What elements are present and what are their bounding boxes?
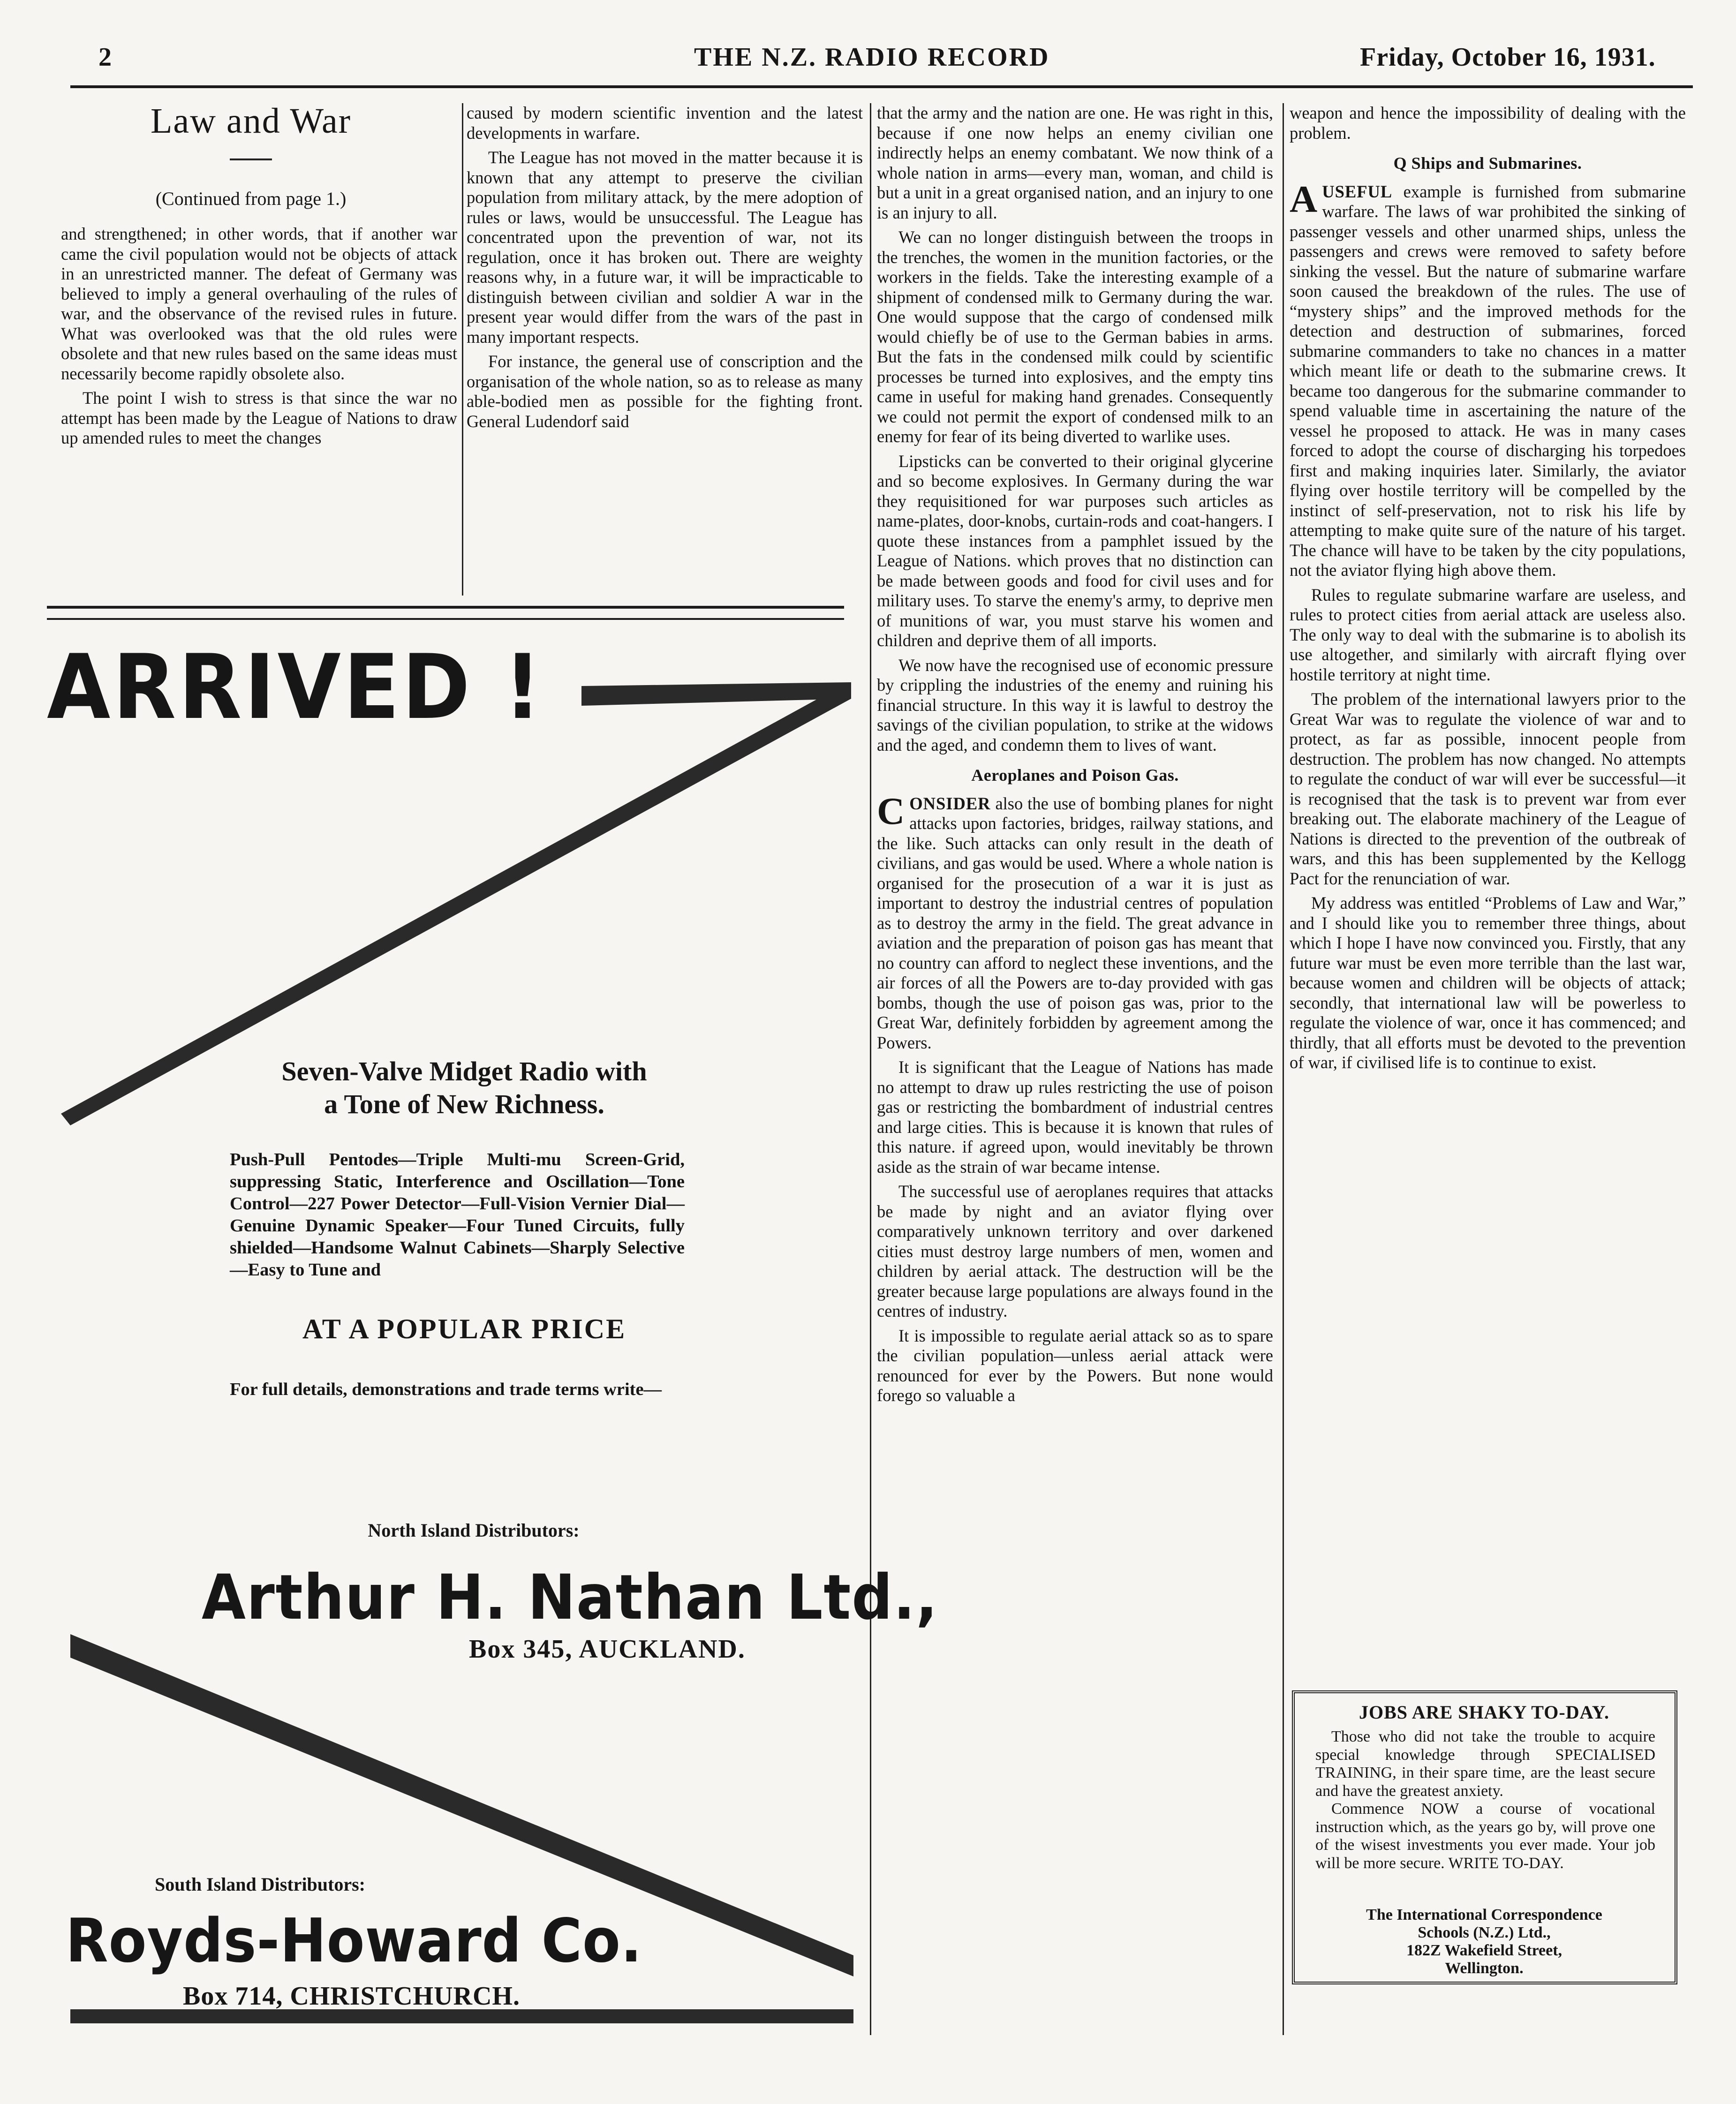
paragraph: weapon and hence the impossibility of dealing with the problem. [1290, 103, 1686, 143]
continued-note: (Continued from page 1.) [155, 188, 347, 209]
ad-north-label: North Island Distributors: [368, 1520, 580, 1541]
ad-details: For full details, demonstrations and trade terms write— [230, 1380, 662, 1399]
lead-in-caps: USEFUL [1322, 181, 1393, 201]
ad-bottom-bar [70, 2009, 853, 2023]
ad-subhead-line: a Tone of New Richness. [324, 1089, 604, 1119]
ics-ad-signature [1306, 1906, 1662, 1977]
article-title: Law and War [150, 101, 352, 141]
section-heading-aeroplanes: Aeroplanes and Poison Gas. [971, 766, 1179, 784]
paragraph: For instance, the general use of conscription and the organisation of the whole nation, so as to release as many able-bodied men as possible for the fighting front. General Ludendorf said [467, 352, 863, 431]
section-heading-q-ships: Q Ships and Submarines. [1393, 154, 1582, 173]
paragraph: We can no longer distinguish between the troops in the trenches, the women in the munition factories, or the workers in the fields. Take the interesting example of a shipment of condensed milk to Germany during the war. One would suppose that the cargo of condensed milk would chiefly be of use to the German babies in arms. But the fats in the condensed milk could by scientific processes be turned into explosives, and the empty tins came in useful for making hand grenades. Consequently we could not permit the export of condensed milk to an enemy for fear of its being diverted to warlike uses. [877, 227, 1273, 446]
signature-line: The International Correspondence [1366, 1906, 1602, 1923]
paragraph: caused by modern scientific invention and the latest developments in warfare. [467, 103, 863, 143]
page-number: 2 [98, 43, 112, 72]
drop-cap: A [1290, 177, 1318, 220]
paragraph: It is significant that the League of Nations has made no attempt to draw up rules restricting the use of poison gas or restricting the bombardment of industrial centres and large cities. This is because it is known that rules of this nature. if agreed upon, would inevitably be thrown aside as the strain of war became intense. [877, 1057, 1273, 1176]
ics-ad-title: JOBS ARE SHAKY TO-DAY. [1359, 1702, 1610, 1723]
ad-bolt-top [581, 682, 851, 706]
paragraph: The successful use of aeroplanes requires that attacks be made by night and an aviator flying over comparatively unknown territory and over darkened cities must destroy large numbers of men, women and children by aerial attack. The destruction will be the greater because large populations are always found in the centres of industry. [877, 1182, 1273, 1320]
ad-price-line: AT A POPULAR PRICE [302, 1313, 626, 1344]
paragraph: and strengthened; in other words, that if another war came the civil population would not be objects of attack in an unrestricted manner. The defeat of Germany was believed to imply a general overhauling of the rules of war, and the observance of the revised rules in future. What was overlooked was that the old rules were obsolete and that new rules based on the same ideas must necessarily become rapidly obsolete also. [61, 224, 457, 383]
paragraph: Rules to regulate submarine warfare are useless, and rules to protect cities from aerial attack are useless also. The only way to deal with the submarine is to abolish its use altogether, and similarly with aircraft flying over hostile territory at night time. [1290, 585, 1686, 684]
drop-cap: C [877, 789, 905, 832]
lead-in-caps: ONSIDER [909, 793, 991, 813]
ad-south-distributor: Royds-Howard Co. [66, 1906, 642, 1976]
paragraph: that the army and the nation are one. He was right in this, because if one now helps an enemy civilian one indirectly helps an enemy combatant. We now think of a whole nation in arms—every man, woman, and child is but a unit in a great organised nation, and an injury to one is an injury to all. [877, 103, 1273, 222]
ad-headline: ARRIVED ! [47, 635, 544, 739]
paragraph: The point I wish to stress is that since the war no attempt has been made by the League of Nations to draw up amended rules to meet the changes [61, 388, 457, 447]
paragraph: Commence NOW a course of vocational instruction which, as the years go by, will prove one of the wisest investments you ever made. Your job will be more secure. WRITE TO-DAY. [1315, 1800, 1655, 1872]
paragraph-text: also the use of bombing planes for night attacks upon factories, bridges, railway stations, and the like. Such attacks can only result in the death of civilians, and gas would be used. Where a whole nation is organised for the prosecution of a war it is just as important to destroy the industrial centres of population as to destroy the army in the field. The great advance in aviation and the preparation of poison gas has meant that no country can afford to neglect these inventions, and the air forces of all the Powers are to-day provided with gas bombs, though the use of poison gas was, prior to the Great War, definitely forbidden by agreement among the Powers. [877, 793, 1273, 1052]
ad-south-label: South Island Distributors: [155, 1874, 366, 1895]
paragraph: My address was entitled “Problems of Law and War,” and I should like you to remember three things, about which I hope I have now convinced you. Firstly, that any future war must be even more terrible than the last war, because women and children will be objects of attack; secondly, that international law will be powerless to regulate the violence of war, once it has commenced; and thirdly, that all efforts must be devoted to the prevention of war, if civilised life is to continue to exist. [1290, 893, 1686, 1072]
paragraph: Those who did not take the trouble to acquire special knowledge through SPECIALISED TRAINING, in their spare time, are the least secure and have the greatest anxiety. [1315, 1728, 1655, 1800]
signature-line: 182Z Wakefield Street, [1406, 1942, 1562, 1959]
signature-line: Wellington. [1445, 1960, 1524, 1977]
ad-north-address: Box 345, AUCKLAND. [469, 1635, 746, 1664]
paragraph: Lipsticks can be converted to their original glycerine and so become explosives. In Germany during the war they requisitioned for war purposes such articles as name-plates, door-knobs, curtain-rods and coat-hangers. I quote these instances from a pamphlet issued by the League of Nations. which proves that no distinction can be made between goods and food for civil uses and for military uses. To starve the enemy's army, to deprive men of munitions of war, you must starve his women and children and deprive them of all imports. [877, 451, 1273, 650]
ad-north-distributor: Arthur H. Nathan Ltd., [202, 1561, 938, 1634]
signature-line: Schools (N.Z.) Ltd., [1418, 1924, 1551, 1941]
ad-features: Push-Pull Pentodes—Triple Multi-mu Screen-Grid, suppressing Static, Interference and Oscillation—Tone Control—227 Power Detector—Full-Vision Vernier Dial—Genuine Dynamic Speaker—Four Tuned Circuits, fully shielded—Handsome Walnut Cabinets—Sharply Selective—Easy to Tune and [230, 1150, 685, 1280]
ad-south-address: Box 714, CHRISTCHURCH. [183, 1982, 520, 2011]
issue-date: Friday, October 16, 1931. [1360, 43, 1656, 72]
ics-ad-body [1315, 1728, 1655, 1872]
publication-title: THE N.Z. RADIO RECORD [694, 43, 1050, 72]
paragraph: The problem of the international lawyers prior to the Great War was to regulate the violence of war and to protect, as far as possible, innocent people from destruction. The problem has now changed. No attempts to regulate the conduct of war will ever be successful—it is recognised that the task is to prevent war from ever breaking out. The elaborate machinery of the League of Nations is directed to the prevention of the outbreak of wars, and this has been supplemented by the Kellogg Pact for the renunciation of war. [1290, 689, 1686, 888]
ad-subhead-line: Seven-Valve Midget Radio with [281, 1056, 647, 1086]
paragraph: We now have the recognised use of economic pressure by crippling the industries of the enemy and ruining his financial structure. In this way it is lawful to destroy the savings of the civilian population, to strike at the widows and the aged, and condemn them to lives of want. [877, 655, 1273, 754]
paragraph-text: example is furnished from submarine warfare. The laws of war prohibited the sinking of passenger vessels and other unarmed ships, unless the passengers and crews were removed to safety before sinking the vessel. But the nature of submarine warfare soon caused the breakdown of the rules. The use of “mystery ships” and the improved methods for the detection and destruction of submarines, forced submarine commanders to take no chances in a matter which meant life or death to the submarine crews. It became too dangerous for the submarine commander to spend valuable time in ascertaining the nature of the vessel he proposed to attack. He was in many cases forced to adopt the course of discharging his torpedoes first and making inquiries later. Similarly, the aviator flying over hostile territory will be compelled by the instinct of self-preservation, not to risk his life by attempting to make quite sure of the nature of his target. The chance will have to be taken by the city populations, not the aviator flying high above them. [1290, 181, 1686, 580]
paragraph: It is impossible to regulate aerial attack so as to spare the civilian population—unless aerial attack were renounced for ever by the Powers. But none would forego so valuable a [877, 1326, 1273, 1405]
ad-subheadline [230, 1055, 699, 1121]
paragraph: The League has not moved in the matter because it is known that any attempt to preserve the civilian population from military attack, by the mere adoption of rules or laws, would be unsuccessful. The League has concentrated upon the prevention of war, not its regulation, once it has broken out. There are weighty reasons why, in a future war, it will be impracticable to distinguish between civilian and soldier A war in the present year would differ from the wars of the past in many important respects. [467, 148, 863, 347]
